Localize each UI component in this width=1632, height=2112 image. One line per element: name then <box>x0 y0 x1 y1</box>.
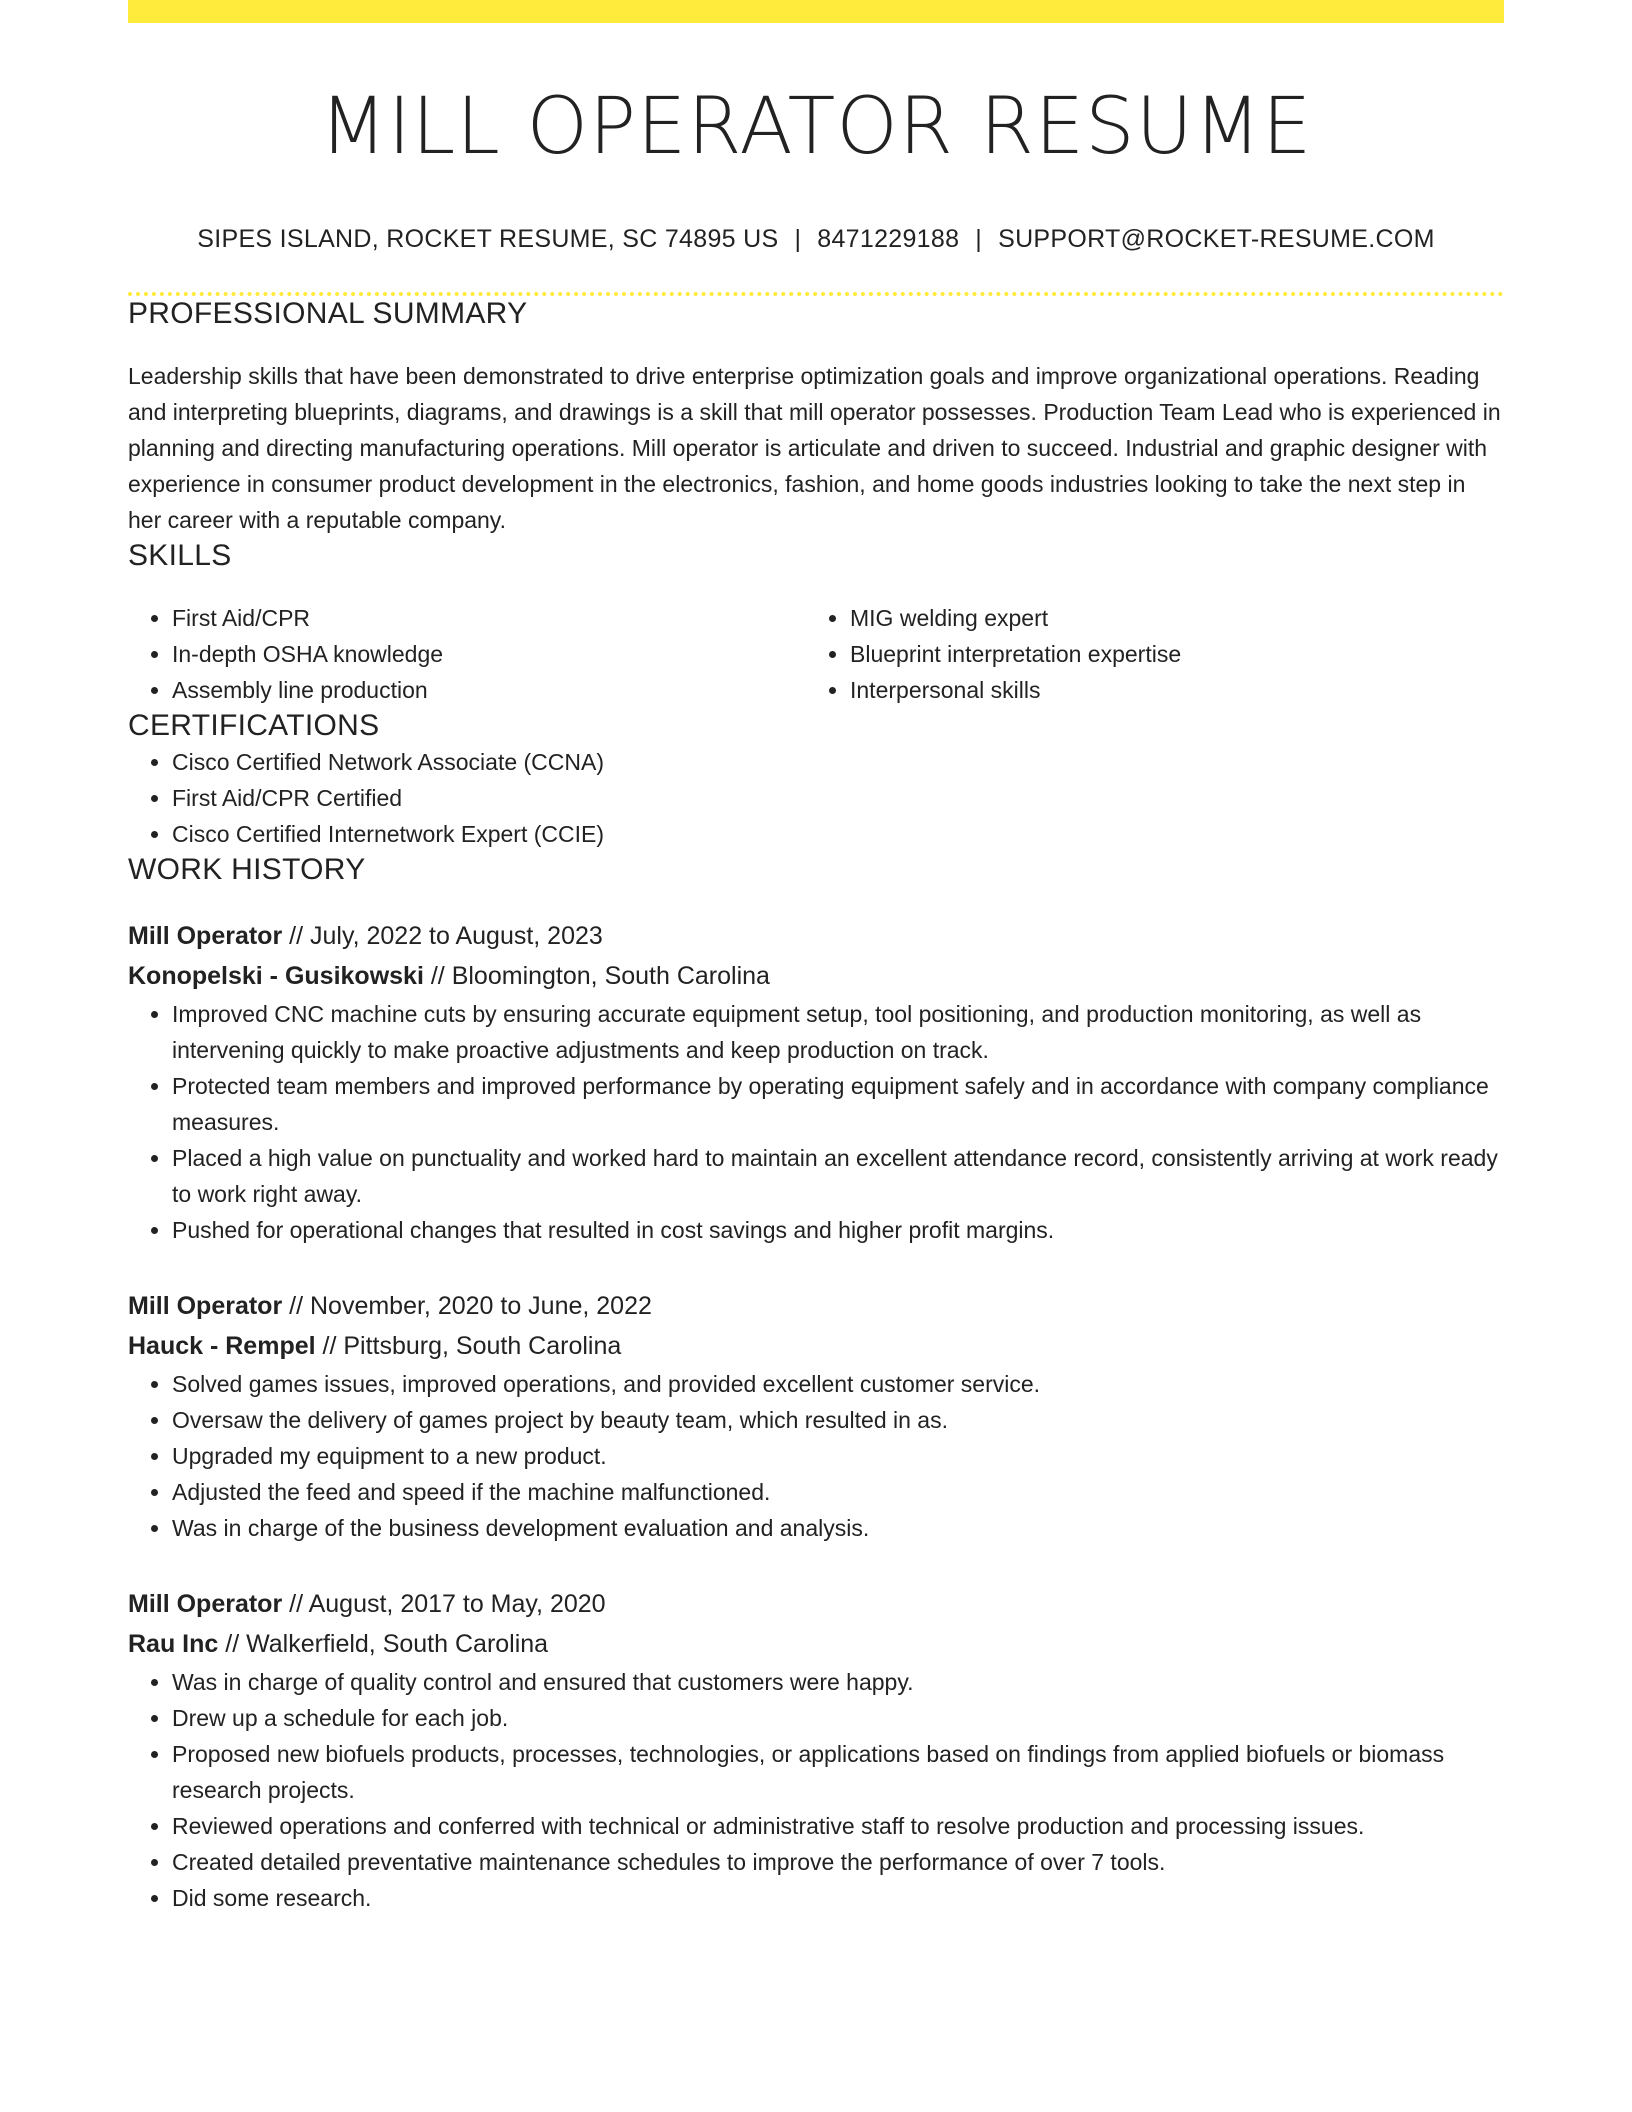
job-entry <box>128 916 1504 1248</box>
job-location: Bloomington, South Carolina <box>451 961 770 990</box>
job-title: Mill Operator <box>128 1589 283 1618</box>
job-bullet: • Improved CNC machine cuts by ensuring accurate equipment setup, tool positioning, and production monitoring, as well as intervening quickly to make proactive adjustments and keep production on track. <box>172 996 1504 1068</box>
job-delimiter: // <box>218 1629 247 1658</box>
job-bullet-list <box>128 1664 1504 1916</box>
job-dates: August, 2017 to May, 2020 <box>308 1589 606 1618</box>
job-company-line <box>128 1326 1504 1366</box>
summary-heading: PROFESSIONAL SUMMARY <box>128 296 528 330</box>
contact-phone[interactable]: 8471229188 <box>817 224 960 253</box>
skill-item: • First Aid/CPR <box>172 600 806 636</box>
job-entry <box>128 1584 1504 1916</box>
job-bullet: • Did some research. <box>172 1880 1504 1916</box>
job-delimiter: // <box>282 921 310 950</box>
job-bullet: • Reviewed operations and conferred with technical or administrative staff to resolve production and processing issues. <box>172 1808 1504 1844</box>
skill-item: • Assembly line production <box>172 672 806 708</box>
skill-item: • MIG welding expert <box>850 600 1484 636</box>
certification-item: • First Aid/CPR Certified <box>172 780 1504 816</box>
job-company-line <box>128 956 1504 996</box>
job-title-line <box>128 1286 1504 1326</box>
job-bullet: • Created detailed preventative maintenance schedules to improve the performance of over 7 tools. <box>172 1844 1504 1880</box>
job-entry <box>128 1286 1504 1546</box>
certifications-heading: CERTIFICATIONS <box>128 708 380 742</box>
job-bullet: • Adjusted the feed and speed if the machine malfunctioned. <box>172 1474 1504 1510</box>
job-company-line <box>128 1624 1504 1664</box>
certification-item: • Cisco Certified Internetwork Expert (CCIE) <box>172 816 1504 852</box>
skills-grid <box>128 600 1504 708</box>
skill-item: • In-depth OSHA knowledge <box>172 636 806 672</box>
job-bullet: • Pushed for operational changes that resulted in cost savings and higher profit margins. <box>172 1212 1504 1248</box>
skills-list-right <box>806 600 1484 708</box>
job-bullet: • Solved games issues, improved operations, and provided excellent customer service. <box>172 1366 1504 1402</box>
job-bullet: • Was in charge of the business development evaluation and analysis. <box>172 1510 1504 1546</box>
job-delimiter: // <box>282 1291 310 1320</box>
certifications-list <box>128 744 1504 852</box>
job-dates: November, 2020 to June, 2022 <box>309 1291 652 1320</box>
job-bullet: • Placed a high value on punctuality and worked hard to maintain an excellent attendance record, consistently arriving at work ready to work right away. <box>172 1140 1504 1212</box>
job-title: Mill Operator <box>128 921 283 950</box>
skill-item: • Blueprint interpretation expertise <box>850 636 1484 672</box>
job-delimiter: // <box>423 961 452 990</box>
contact-separator: | <box>794 224 802 253</box>
contact-email[interactable]: SUPPORT@ROCKET-RESUME.COM <box>998 224 1435 253</box>
job-delimiter: // <box>315 1331 344 1360</box>
job-title: Mill Operator <box>128 1291 283 1320</box>
job-bullet: • Was in charge of quality control and ensured that customers were happy. <box>172 1664 1504 1700</box>
skill-item: • Interpersonal skills <box>850 672 1484 708</box>
contact-separator: | <box>975 224 983 253</box>
job-company: Rau Inc <box>128 1629 219 1658</box>
job-location: Walkerfield, South Carolina <box>246 1629 549 1658</box>
job-title-line <box>128 1584 1504 1624</box>
skills-column-right <box>806 600 1484 708</box>
job-bullet: • Oversaw the delivery of games project by beauty team, which resulted in as. <box>172 1402 1504 1438</box>
job-title-line <box>128 916 1504 956</box>
job-bullet-list <box>128 1366 1504 1546</box>
job-delimiter: // <box>282 1589 309 1618</box>
job-bullet: • Proposed new biofuels products, processes, technologies, or applications based on findings from applied biofuels or biomass research projects. <box>172 1736 1504 1808</box>
work-history-heading: WORK HISTORY <box>128 852 366 886</box>
resume-page <box>128 0 1504 1916</box>
contact-address: SIPES ISLAND, ROCKET RESUME, SC 74895 US <box>197 224 779 253</box>
job-bullet: • Drew up a schedule for each job. <box>172 1700 1504 1736</box>
job-dates: July, 2022 to August, 2023 <box>309 921 603 950</box>
resume-title: MILL OPERATOR RESUME <box>319 82 1313 172</box>
certification-item: • Cisco Certified Network Associate (CCNA) <box>172 744 1504 780</box>
job-bullet-list <box>128 996 1504 1248</box>
job-company: Konopelski - Gusikowski <box>128 961 424 990</box>
skills-heading: SKILLS <box>128 538 232 572</box>
skills-list-left <box>128 600 806 708</box>
summary-text: Leadership skills that have been demonstrated to drive enterprise optimization goals and improve organizational operations. Reading and interpreting blueprints, diagrams, and drawings is a skill that mill operator possesses. Production Team Lead who is experienced in planning and directing manufacturing operations. Mill operator is articulate and driven to succeed. Industrial and graphic designer with experience in consumer product development in the electronics, fashion, and home goods industries looking to take the next step in her career with a reputable company. <box>128 362 1501 533</box>
job-location: Pittsburg, South Carolina <box>343 1331 622 1360</box>
job-company: Hauck - Rempel <box>128 1331 316 1360</box>
contact-line <box>128 225 1504 254</box>
skills-column-left <box>128 600 806 708</box>
job-bullet: • Upgraded my equipment to a new product. <box>172 1438 1504 1474</box>
accent-top-bar <box>128 0 1504 23</box>
job-bullet: • Protected team members and improved performance by operating equipment safely and in accordance with company compliance measures. <box>172 1068 1504 1140</box>
